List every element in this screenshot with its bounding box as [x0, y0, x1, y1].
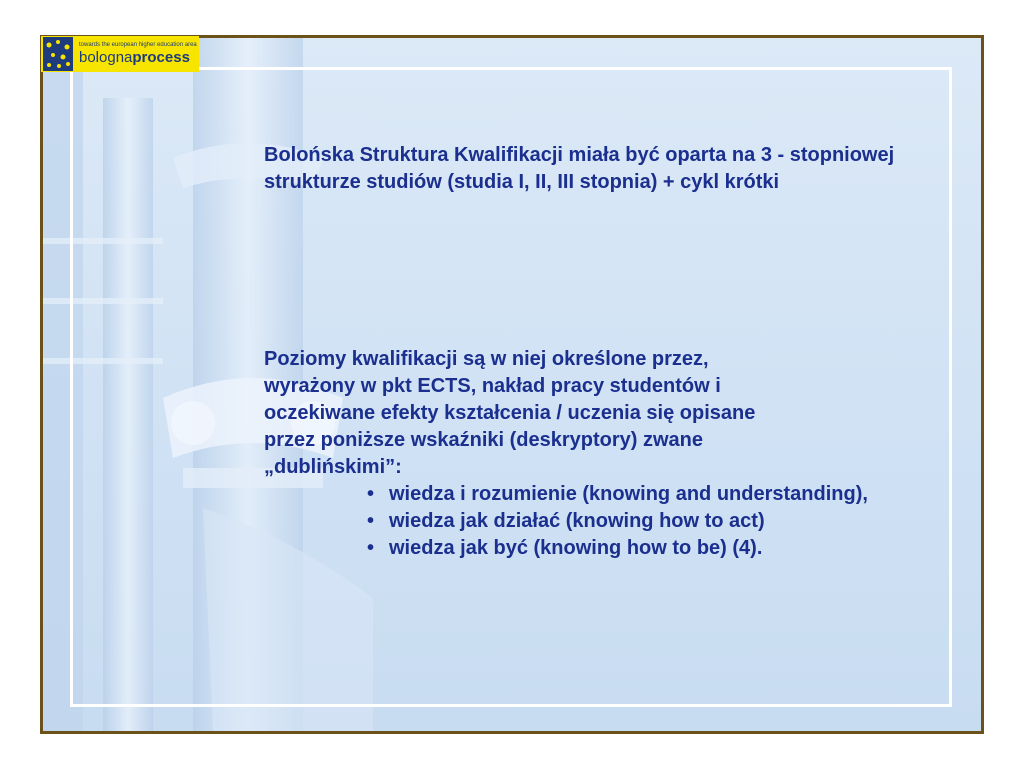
- bullet-icon: •: [367, 483, 375, 505]
- bullet-icon: •: [367, 510, 375, 532]
- levels-line: „dublińskimi”:: [264, 456, 402, 478]
- descriptor-item: [367, 481, 944, 508]
- descriptor-text: wiedza jak być (knowing how to be) (4).: [389, 537, 763, 559]
- levels-line: Poziomy kwalifikacji są w niej określone przez,: [264, 348, 709, 370]
- levels-paragraph: [264, 346, 944, 562]
- intro-paragraph: Bolońska Struktura Kwalifikacji miała być oparta na 3 - stopniowej strukturze studiów (studia I, II, III stopnia) + cykl krótki: [264, 144, 895, 193]
- levels-line: oczekiwane efekty kształcenia / uczenia się opisane: [264, 402, 756, 424]
- slide-content: [264, 142, 944, 559]
- descriptor-item: [367, 508, 944, 535]
- levels-line: wyrażony w pkt ECTS, nakład pracy studentów i: [264, 375, 721, 397]
- descriptor-item: [367, 535, 944, 562]
- descriptor-text: wiedza jak działać (knowing how to act): [389, 510, 765, 532]
- logo-tagline: towards the european higher education area: [79, 42, 197, 48]
- levels-line: przez poniższe wskaźniki (deskryptory) zwane: [264, 429, 704, 451]
- bologna-process-logo: [41, 36, 199, 72]
- bullet-icon: •: [367, 537, 375, 559]
- descriptor-list: [264, 481, 944, 562]
- logo-name: bolognaprocess: [79, 49, 190, 66]
- stars-logo-icon: [43, 37, 73, 71]
- descriptor-text: wiedza i rozumienie (knowing and understanding),: [389, 483, 868, 505]
